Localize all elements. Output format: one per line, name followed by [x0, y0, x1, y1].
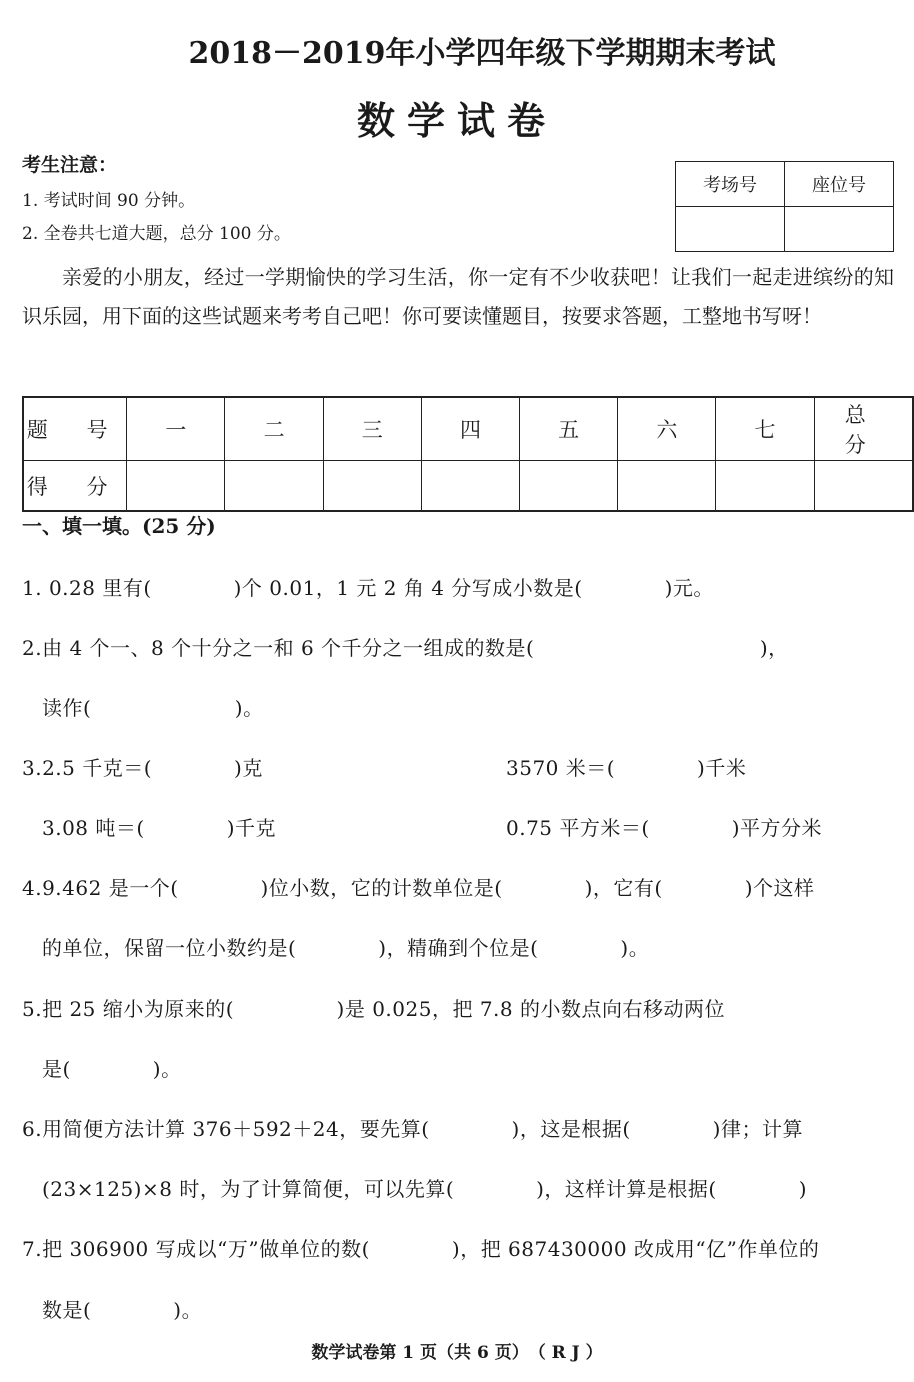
exam-room-header: 考场号	[676, 162, 785, 207]
score-column-header: 三	[323, 397, 421, 461]
question-line: 4.9.462 是一个( )位小数，它的计数单位是( )，它有( )个这样	[22, 876, 815, 900]
question-line: 3.2.5 千克＝( )克	[22, 756, 263, 780]
page-footer: 数学试卷第 1 页（共 6 页） （ R J ）	[311, 1343, 603, 1363]
exam-subtitle: 数学试卷	[356, 98, 557, 143]
score-column-header: 四	[421, 397, 519, 461]
total-score-header: 总 分	[814, 397, 913, 461]
intro-paragraph: 亲爱的小朋友，经过一学期愉快的学习生活，你一定有不少收获吧！让我们一起走进缤纷的知识乐园，用下面的这些试题来考考自己吧！你可要读懂题目，按要求答题，工整地书写呀！	[22, 265, 894, 328]
score-cell[interactable]	[520, 461, 618, 512]
question-line: 的单位，保留一位小数约是( )，精确到个位是( )。	[42, 936, 650, 960]
seat-table	[675, 161, 894, 252]
question-line: 3.08 吨＝( )千克	[42, 816, 276, 840]
section-heading: 一、填一填。(25 分)	[22, 514, 216, 538]
question-line: 7.把 306900 写成以“万”做单位的数( )，把 687430000 改成用“亿”作单位的	[22, 1237, 820, 1261]
question-line: 5.把 25 缩小为原来的( )是 0.025，把 7.8 的小数点向右移动两位	[22, 997, 725, 1021]
question-line: 读作( )。	[42, 696, 264, 720]
score-column-header: 五	[520, 397, 618, 461]
exam-title: 2018－2019年小学四年级下学期期末考试	[188, 36, 776, 71]
score-column-header: 一	[127, 397, 225, 461]
intro-text	[22, 258, 894, 336]
score-cell[interactable]	[127, 461, 225, 512]
question-line: 2.由 4 个一、8 个十分之一和 6 个千分之一组成的数是( )，	[22, 636, 789, 660]
question-line: 6.用简便方法计算 376＋592＋24，要先算( )，这是根据( )律；计算	[22, 1117, 803, 1141]
score-cell[interactable]	[225, 461, 323, 512]
seat-number-field[interactable]	[785, 207, 894, 252]
total-score-cell[interactable]	[814, 461, 913, 512]
question-line: 是( )。	[42, 1057, 182, 1081]
notice-item: 2. 全卷共七道大题，总分 100 分。	[22, 224, 291, 244]
score-table	[22, 396, 914, 512]
score-column-header: 二	[225, 397, 323, 461]
score-cell[interactable]	[323, 461, 421, 512]
seat-number-header: 座位号	[785, 162, 894, 207]
score-row-label: 得 分	[23, 461, 127, 512]
notice-heading: 考生注意：	[22, 154, 118, 176]
notice-item: 1. 考试时间 90 分钟。	[22, 191, 196, 211]
score-row-label: 题 号	[23, 397, 127, 461]
score-cell[interactable]	[716, 461, 814, 512]
question-line: 3570 米＝( )千米	[506, 756, 747, 780]
question-line: (23×125)×8 时，为了计算简便，可以先算( )，这样计算是根据( )	[42, 1177, 808, 1201]
exam-room-field[interactable]	[676, 207, 785, 252]
score-cell[interactable]	[618, 461, 716, 512]
score-column-header: 六	[618, 397, 716, 461]
score-column-header: 七	[716, 397, 814, 461]
question-line: 0.75 平方米＝( )平方分米	[506, 816, 822, 840]
question-line: 数是( )。	[42, 1298, 203, 1322]
question-line: 1. 0.28 里有( )个 0.01，1 元 2 角 4 分写成小数是( )元。	[22, 576, 714, 600]
score-cell[interactable]	[421, 461, 519, 512]
